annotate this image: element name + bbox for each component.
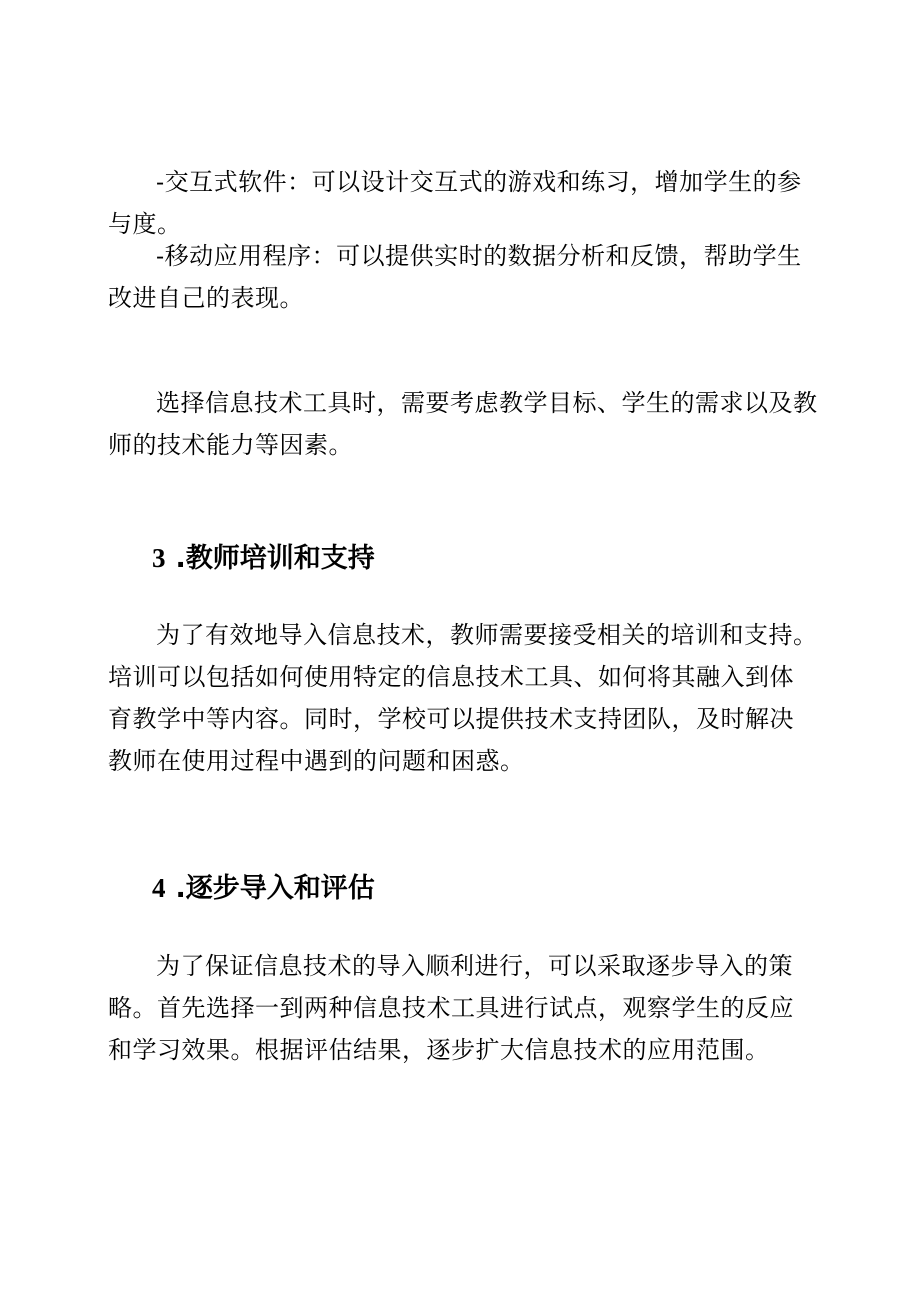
section-3-title: .教师培训和支持: [175, 543, 375, 574]
bullet-mobile-apps: -移动应用程序：可以提供实时的数据分析和反馈，帮助学生改进自己的表现。: [108, 242, 802, 312]
section-3-body: 为了有效地导入信息技术，教师需要接受相关的培训和支持。培训可以包括如何使用特定的信息技术工具、如何将其融入到体育教学中等内容。同时，学校可以提供技术支持团队，及时解决教师在使用过程中遇到的问题和困惑。: [108, 621, 818, 775]
section-4-title: .逐步导入和评估: [175, 873, 375, 904]
section-3-number: 3: [152, 543, 166, 573]
section-3-heading: [152, 538, 752, 579]
section-4-heading: [152, 868, 752, 909]
section-4-number: 4: [152, 873, 166, 903]
section-4-body: 为了保证信息技术的导入顺利进行，可以采取逐步导入的策略。首先选择一到两种信息技术工具进行试点，观察学生的反应和学习效果。根据评估结果，逐步扩大信息技术的应用范围。: [108, 952, 794, 1064]
tool-selection-paragraph: 选择信息技术工具时，需要考虑教学目标、学生的需求以及教师的技术能力等因素。: [108, 389, 818, 459]
bullet-interactive-software: -交互式软件：可以设计交互式的游戏和练习，增加学生的参与度。: [108, 168, 802, 238]
